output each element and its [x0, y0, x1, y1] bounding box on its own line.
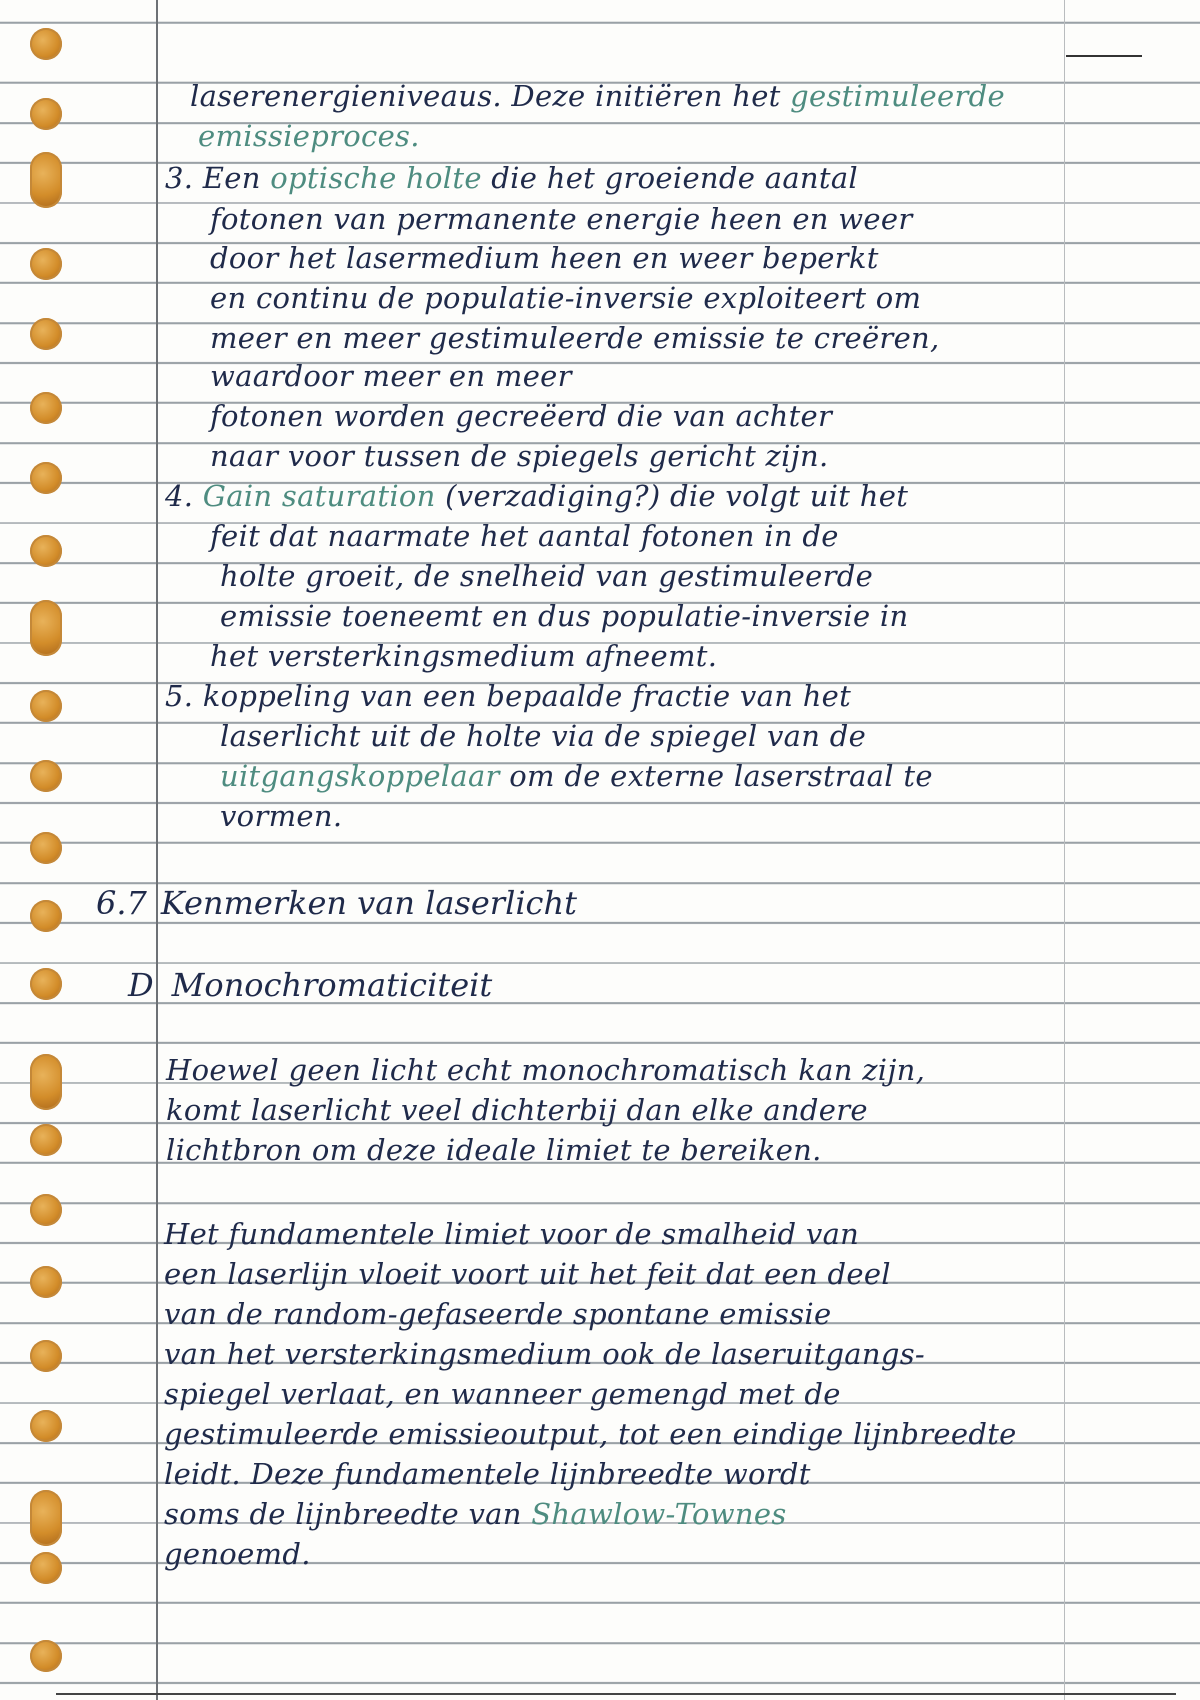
- ink-text: en continu de populatie-inversie exploiteert om: [210, 281, 922, 315]
- section-number: 6.7: [96, 884, 147, 922]
- text-line: [220, 756, 1120, 796]
- ink-text: holte groeit, de snelheid van gestimuleerde: [220, 559, 874, 593]
- binder-hole: [30, 1194, 62, 1226]
- ink-text: 3. Een: [165, 161, 271, 195]
- text-line: [190, 76, 1090, 116]
- text-line: [164, 1294, 1064, 1334]
- text-line: komt laserlicht veel dichterbij dan elke andere: [166, 1093, 868, 1127]
- subsection-heading: [128, 966, 492, 1004]
- text-line: [210, 436, 1110, 476]
- ink-text: die het groeiende aantal: [481, 161, 859, 195]
- green-ink-text: Shawlow-Townes: [531, 1497, 787, 1531]
- text-line: [210, 318, 1110, 358]
- green-ink-text: uitgangskoppelaar: [220, 759, 500, 793]
- text-line: [220, 796, 1120, 836]
- text-line: lichtbron om deze ideale limiet te bereiken.: [166, 1133, 822, 1167]
- ink-text: van het versterkingsmedium ook de laseruitgangs-: [164, 1337, 926, 1371]
- green-ink-text: gestimuleerde: [790, 79, 1005, 113]
- green-ink-text: Gain saturation: [202, 479, 436, 513]
- binder-hole: [30, 28, 62, 60]
- section-heading: [96, 884, 577, 922]
- green-ink-text: emissieproces.: [198, 119, 420, 153]
- text-line: [165, 158, 1065, 198]
- binder-hole: [30, 392, 62, 424]
- ink-text: Het fundamentele limiet voor de smalheid van: [164, 1217, 860, 1251]
- bottom-rule: [56, 1693, 1176, 1695]
- ink-text: 4.: [165, 479, 203, 513]
- text-line: [210, 636, 1110, 676]
- binder-hole: [30, 900, 62, 932]
- ink-text: laserlicht uit de holte via de spiegel van de: [220, 719, 867, 753]
- binder-hole: [30, 690, 62, 722]
- ink-text: emissie toeneemt en dus populatie-inversie in: [220, 599, 909, 633]
- binder-hole: [30, 760, 62, 792]
- subsection-marker: D: [128, 966, 154, 1004]
- text-line: [220, 596, 1120, 636]
- text-line: Hoewel geen licht echt monochromatisch kan zijn,: [166, 1053, 926, 1087]
- ink-text: van de random-gefaseerde spontane emissie: [164, 1297, 832, 1331]
- ink-text: door het lasermedium heen en weer beperkt: [210, 241, 879, 275]
- ink-text: genoemd.: [164, 1537, 311, 1571]
- binder-hole: [30, 98, 62, 130]
- binder-hole: [30, 1552, 62, 1584]
- ink-text: 5. koppeling van een bepaalde fractie van het: [165, 679, 852, 713]
- text-line: [220, 556, 1120, 596]
- text-line: [210, 516, 1110, 556]
- binder-hole: [30, 462, 62, 494]
- text-line: [210, 238, 1110, 278]
- text-line: [164, 1454, 1064, 1494]
- text-line: [164, 1214, 1064, 1254]
- ink-text: een laserlijn vloeit voort uit het feit dat een deel: [164, 1257, 891, 1291]
- section-title: Kenmerken van laserlicht: [160, 884, 577, 922]
- binder-hole: [30, 152, 62, 208]
- binder-hole: [30, 318, 62, 350]
- binder-hole: [30, 1340, 62, 1372]
- binder-hole: [30, 600, 62, 656]
- binder-hole: [30, 832, 62, 864]
- binder-hole: [30, 1124, 62, 1156]
- text-line: [210, 356, 1110, 396]
- text-line: [198, 116, 1098, 156]
- binder-hole: [30, 1640, 62, 1672]
- ink-text: (verzadiging?) die volgt uit het: [435, 479, 909, 513]
- binder-hole: [30, 1490, 62, 1546]
- ink-text: vormen.: [220, 799, 343, 833]
- text-line: [164, 1534, 1064, 1574]
- text-line: [210, 396, 1110, 436]
- ink-text: fotonen van permanente energie heen en weer: [210, 202, 913, 236]
- ink-text: feit dat naarmate het aantal fotonen in de: [210, 519, 839, 553]
- text-line: [165, 676, 1065, 716]
- text-line: [164, 1374, 1064, 1414]
- ink-text: waardoor meer en meer: [210, 359, 572, 393]
- ink-text: het versterkingsmedium afneemt.: [210, 639, 718, 673]
- ink-text: spiegel verlaat, en wanneer gemengd met de: [164, 1377, 841, 1411]
- text-line: [164, 1334, 1064, 1374]
- ink-text: soms de lijnbreedte van: [164, 1497, 532, 1531]
- subsection-title: Monochromaticiteit: [171, 966, 493, 1004]
- binder-hole: [30, 535, 62, 567]
- binder-hole: [30, 968, 62, 1000]
- binder-hole: [30, 248, 62, 280]
- top-right-dash: [1066, 55, 1142, 57]
- ink-text: om de externe laserstraal te: [499, 759, 933, 793]
- text-line: [210, 278, 1110, 318]
- text-line: [164, 1494, 1064, 1534]
- binder-hole: [30, 1266, 62, 1298]
- ink-text: gestimuleerde emissieoutput, tot een eindige lijnbreedte: [164, 1417, 1017, 1451]
- ink-text: laserenergieniveaus. Deze initiëren het: [190, 79, 791, 113]
- ink-text: fotonen worden gecreëerd die van achter: [210, 399, 833, 433]
- text-line: [165, 476, 1065, 516]
- binder-hole: [30, 1410, 62, 1442]
- green-ink-text: optische holte: [270, 161, 482, 195]
- ink-text: meer en meer gestimuleerde emissie te creëren,: [210, 321, 940, 355]
- left-margin-line: [156, 0, 158, 1700]
- ink-text: naar voor tussen de spiegels gericht zijn.: [210, 439, 829, 473]
- text-line: [220, 716, 1120, 756]
- ink-text: leidt. Deze fundamentele lijnbreedte wordt: [164, 1457, 811, 1491]
- text-line: [210, 199, 1110, 239]
- binder-hole: [30, 1054, 62, 1110]
- text-line: [164, 1254, 1064, 1294]
- text-line: [164, 1414, 1064, 1454]
